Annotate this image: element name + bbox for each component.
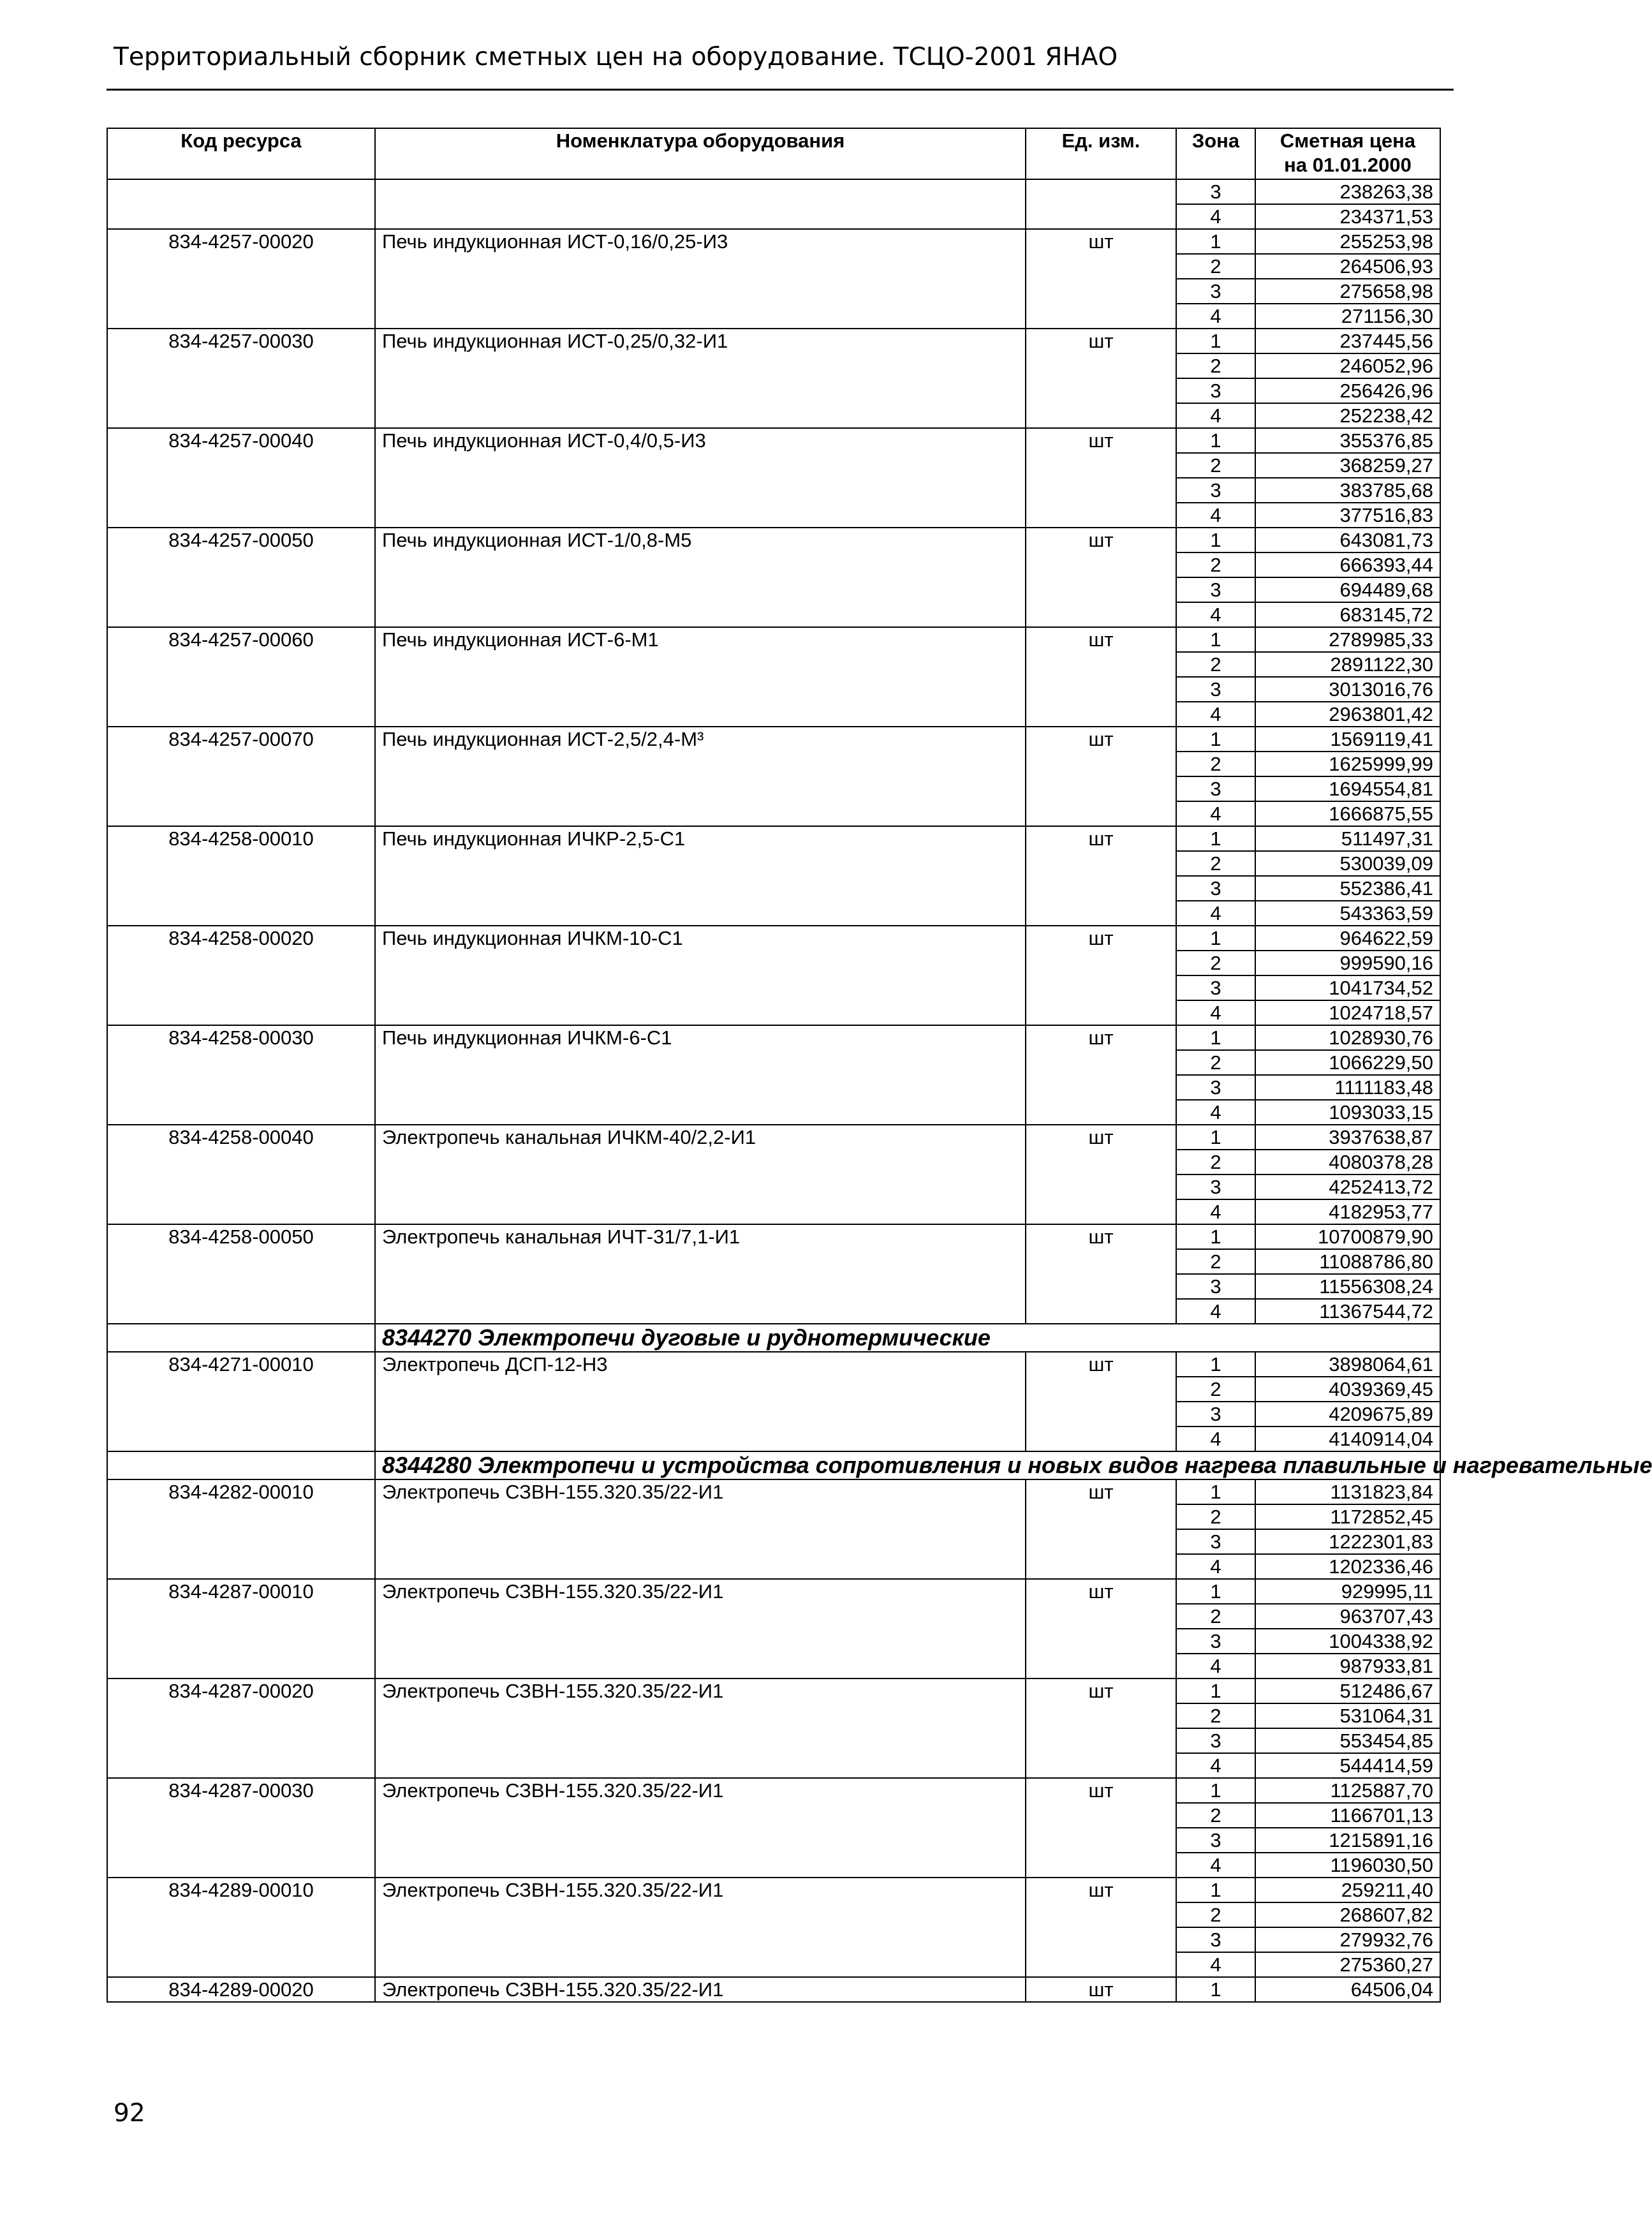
zone-cell: 3 xyxy=(1176,1175,1255,1199)
price-cell: 252238,42 xyxy=(1255,403,1440,428)
price-cell: 11367544,72 xyxy=(1255,1299,1440,1324)
col-header-zone: Зона xyxy=(1176,128,1255,179)
price-cell: 1625999,99 xyxy=(1255,752,1440,776)
price-cell: 531064,31 xyxy=(1255,1703,1440,1728)
unit-of-measure: шт xyxy=(1026,826,1176,926)
zone-cell: 1 xyxy=(1176,727,1255,752)
equipment-name: Электропечь СЗВН-155.320.35/22-И1 xyxy=(375,1878,1026,1977)
resource-code xyxy=(107,179,375,229)
zone-cell: 4 xyxy=(1176,702,1255,727)
zone-cell: 3 xyxy=(1176,1927,1255,1952)
price-cell: 268607,82 xyxy=(1255,1902,1440,1927)
table-row xyxy=(107,627,1440,652)
zone-cell: 2 xyxy=(1176,353,1255,378)
price-cell: 1569119,41 xyxy=(1255,727,1440,752)
resource-code: 834-4257-00060 xyxy=(107,627,375,727)
section-heading: 8344280 Электропечи и устройства сопротивления и новых видов нагрева плавильные и нагревательные xyxy=(375,1451,1440,1479)
col-header-name: Номенклатура оборудования xyxy=(375,128,1026,179)
zone-cell: 1 xyxy=(1176,1125,1255,1150)
table-row xyxy=(107,1579,1440,1604)
table-row xyxy=(107,926,1440,951)
price-cell: 543363,59 xyxy=(1255,901,1440,926)
price-cell: 963707,43 xyxy=(1255,1604,1440,1629)
price-cell: 929995,11 xyxy=(1255,1579,1440,1604)
zone-cell: 4 xyxy=(1176,1100,1255,1125)
zone-cell: 1 xyxy=(1176,1579,1255,1604)
unit-of-measure: шт xyxy=(1026,1224,1176,1324)
zone-cell: 4 xyxy=(1176,204,1255,229)
equipment-name: Печь индукционная ИСТ-0,4/0,5-И3 xyxy=(375,428,1026,528)
price-cell: 377516,83 xyxy=(1255,503,1440,528)
price-cell: 271156,30 xyxy=(1255,304,1440,329)
price-cell: 643081,73 xyxy=(1255,528,1440,552)
price-cell: 1215891,16 xyxy=(1255,1828,1440,1853)
zone-cell: 3 xyxy=(1176,1529,1255,1554)
resource-code: 834-4257-00020 xyxy=(107,229,375,329)
equipment-name: Печь индукционная ИЧКР-2,5-С1 xyxy=(375,826,1026,926)
table-row xyxy=(107,1778,1440,1803)
resource-code: 834-4287-00020 xyxy=(107,1678,375,1778)
price-cell: 368259,27 xyxy=(1255,453,1440,478)
price-cell: 275360,27 xyxy=(1255,1952,1440,1977)
unit-of-measure: шт xyxy=(1026,727,1176,826)
unit-of-measure: шт xyxy=(1026,229,1176,329)
zone-cell: 2 xyxy=(1176,1050,1255,1075)
zone-cell: 3 xyxy=(1176,279,1255,304)
zone-cell: 3 xyxy=(1176,975,1255,1000)
resource-code: 834-4271-00010 xyxy=(107,1352,375,1451)
resource-code: 834-4289-00010 xyxy=(107,1878,375,1977)
table-row xyxy=(107,428,1440,453)
price-cell: 544414,59 xyxy=(1255,1753,1440,1778)
equipment-name: Электропечь СЗВН-155.320.35/22-И1 xyxy=(375,1479,1026,1579)
unit-of-measure: шт xyxy=(1026,1579,1176,1678)
zone-cell: 3 xyxy=(1176,577,1255,602)
zone-cell: 4 xyxy=(1176,1853,1255,1878)
resource-code: 834-4257-00030 xyxy=(107,329,375,428)
unit-of-measure: шт xyxy=(1026,1977,1176,2002)
zone-cell: 1 xyxy=(1176,1878,1255,1902)
price-cell: 1028930,76 xyxy=(1255,1025,1440,1050)
price-cell: 999590,16 xyxy=(1255,951,1440,975)
zone-cell: 1 xyxy=(1176,1778,1255,1803)
zone-cell: 2 xyxy=(1176,1703,1255,1728)
unit-of-measure: шт xyxy=(1026,1878,1176,1977)
price-cell: 256426,96 xyxy=(1255,378,1440,403)
price-cell: 511497,31 xyxy=(1255,826,1440,851)
section-code-cell xyxy=(107,1324,375,1352)
equipment-name: Печь индукционная ИЧКМ-6-С1 xyxy=(375,1025,1026,1125)
price-cell: 237445,56 xyxy=(1255,329,1440,353)
unit-of-measure: шт xyxy=(1026,1352,1176,1451)
price-cell: 355376,85 xyxy=(1255,428,1440,453)
zone-cell: 4 xyxy=(1176,1753,1255,1778)
price-cell: 255253,98 xyxy=(1255,229,1440,254)
col-header-unit: Ед. изм. xyxy=(1026,128,1176,179)
equipment-name: Печь индукционная ИСТ-0,16/0,25-И3 xyxy=(375,229,1026,329)
zone-cell: 1 xyxy=(1176,1025,1255,1050)
price-cell: 1093033,15 xyxy=(1255,1100,1440,1125)
resource-code: 834-4258-00020 xyxy=(107,926,375,1025)
price-cell: 1131823,84 xyxy=(1255,1479,1440,1504)
price-cell: 1166701,13 xyxy=(1255,1803,1440,1828)
resource-code: 834-4257-00040 xyxy=(107,428,375,528)
table-row xyxy=(107,1678,1440,1703)
equipment-name: Электропечь СЗВН-155.320.35/22-И1 xyxy=(375,1778,1026,1878)
equipment-name: Печь индукционная ИСТ-0,25/0,32-И1 xyxy=(375,329,1026,428)
table-row xyxy=(107,727,1440,752)
equipment-name: Электропечь канальная ИЧТ-31/7,1-И1 xyxy=(375,1224,1026,1324)
zone-cell: 4 xyxy=(1176,1654,1255,1678)
table-row xyxy=(107,179,1440,204)
equipment-name: Электропечь канальная ИЧКМ-40/2,2-И1 xyxy=(375,1125,1026,1224)
price-cell: 1202336,46 xyxy=(1255,1554,1440,1579)
zone-cell: 3 xyxy=(1176,179,1255,204)
document-title: Территориальный сборник сметных цен на оборудование. ТСЦО-2001 ЯНАО xyxy=(114,43,1118,71)
table-header-row xyxy=(107,128,1440,179)
zone-cell: 3 xyxy=(1176,776,1255,801)
price-cell: 1004338,92 xyxy=(1255,1629,1440,1654)
price-cell: 1196030,50 xyxy=(1255,1853,1440,1878)
page-number: 92 xyxy=(114,2099,145,2128)
unit-of-measure: шт xyxy=(1026,329,1176,428)
price-cell: 1222301,83 xyxy=(1255,1529,1440,1554)
zone-cell: 1 xyxy=(1176,627,1255,652)
unit-of-measure: шт xyxy=(1026,926,1176,1025)
price-cell: 1111183,48 xyxy=(1255,1075,1440,1100)
price-cell: 64506,04 xyxy=(1255,1977,1440,2002)
zone-cell: 4 xyxy=(1176,1554,1255,1579)
zone-cell: 2 xyxy=(1176,1249,1255,1274)
zone-cell: 1 xyxy=(1176,926,1255,951)
unit-of-measure xyxy=(1026,179,1176,229)
table-body xyxy=(107,179,1652,2002)
zone-cell: 2 xyxy=(1176,1604,1255,1629)
zone-cell: 2 xyxy=(1176,1150,1255,1175)
unit-of-measure: шт xyxy=(1026,1025,1176,1125)
unit-of-measure: шт xyxy=(1026,1778,1176,1878)
price-cell: 3013016,76 xyxy=(1255,677,1440,702)
resource-code: 834-4258-00050 xyxy=(107,1224,375,1324)
zone-cell: 1 xyxy=(1176,826,1255,851)
price-cell: 10700879,90 xyxy=(1255,1224,1440,1249)
zone-cell: 1 xyxy=(1176,428,1255,453)
section-code-cell xyxy=(107,1451,375,1479)
table-row xyxy=(107,1878,1440,1902)
equipment-name: Электропечь СЗВН-155.320.35/22-И1 xyxy=(375,1579,1026,1678)
price-cell: 4039369,45 xyxy=(1255,1377,1440,1402)
zone-cell: 1 xyxy=(1176,329,1255,353)
col-header-price-line1: Сметная цена xyxy=(1280,130,1416,152)
zone-cell: 2 xyxy=(1176,1803,1255,1828)
equipment-name: Печь индукционная ИСТ-2,5/2,4-М³ xyxy=(375,727,1026,826)
price-table xyxy=(107,128,1652,2003)
price-cell: 11556308,24 xyxy=(1255,1274,1440,1299)
table-row xyxy=(107,1977,1440,2002)
zone-cell: 2 xyxy=(1176,1377,1255,1402)
zone-cell: 3 xyxy=(1176,1274,1255,1299)
zone-cell: 4 xyxy=(1176,801,1255,826)
zone-cell: 2 xyxy=(1176,851,1255,876)
price-cell: 238263,38 xyxy=(1255,179,1440,204)
equipment-name: Печь индукционная ИЧКМ-10-С1 xyxy=(375,926,1026,1025)
table-row xyxy=(107,826,1440,851)
table-row xyxy=(107,1352,1440,1377)
price-cell: 264506,93 xyxy=(1255,254,1440,279)
zone-cell: 4 xyxy=(1176,503,1255,528)
price-cell: 3937638,87 xyxy=(1255,1125,1440,1150)
price-cell: 1024718,57 xyxy=(1255,1000,1440,1025)
price-cell: 683145,72 xyxy=(1255,602,1440,627)
resource-code: 834-4287-00010 xyxy=(107,1579,375,1678)
zone-cell: 4 xyxy=(1176,901,1255,926)
col-header-price xyxy=(1255,128,1440,179)
resource-code: 834-4258-00030 xyxy=(107,1025,375,1125)
zone-cell: 4 xyxy=(1176,1000,1255,1025)
price-cell: 987933,81 xyxy=(1255,1654,1440,1678)
resource-code: 834-4257-00070 xyxy=(107,727,375,826)
price-cell: 2789985,33 xyxy=(1255,627,1440,652)
equipment-name: Электропечь СЗВН-155.320.35/22-И1 xyxy=(375,1977,1026,2002)
zone-cell: 4 xyxy=(1176,1952,1255,1977)
unit-of-measure: шт xyxy=(1026,1479,1176,1579)
price-cell: 4209675,89 xyxy=(1255,1402,1440,1427)
price-cell: 275658,98 xyxy=(1255,279,1440,304)
zone-cell: 2 xyxy=(1176,453,1255,478)
col-header-price-line2: на 01.01.2000 xyxy=(1284,154,1412,176)
zone-cell: 2 xyxy=(1176,752,1255,776)
resource-code: 834-4257-00050 xyxy=(107,528,375,627)
zone-cell: 2 xyxy=(1176,652,1255,677)
section-heading: 8344270 Электропечи дуговые и руднотермические xyxy=(375,1324,1440,1352)
zone-cell: 1 xyxy=(1176,1977,1255,2002)
price-cell: 964622,59 xyxy=(1255,926,1440,951)
zone-cell: 3 xyxy=(1176,876,1255,901)
unit-of-measure: шт xyxy=(1026,428,1176,528)
price-cell: 11088786,80 xyxy=(1255,1249,1440,1274)
zone-cell: 3 xyxy=(1176,677,1255,702)
zone-cell: 1 xyxy=(1176,229,1255,254)
unit-of-measure: шт xyxy=(1026,528,1176,627)
equipment-name xyxy=(375,179,1026,229)
zone-cell: 4 xyxy=(1176,1199,1255,1224)
price-cell: 279932,76 xyxy=(1255,1927,1440,1952)
zone-cell: 2 xyxy=(1176,552,1255,577)
zone-cell: 4 xyxy=(1176,1299,1255,1324)
equipment-name: Печь индукционная ИСТ-1/0,8-М5 xyxy=(375,528,1026,627)
zone-cell: 3 xyxy=(1176,1828,1255,1853)
price-cell: 553454,85 xyxy=(1255,1728,1440,1753)
zone-cell: 2 xyxy=(1176,254,1255,279)
price-cell: 694489,68 xyxy=(1255,577,1440,602)
price-cell: 1041734,52 xyxy=(1255,975,1440,1000)
price-cell: 530039,09 xyxy=(1255,851,1440,876)
zone-cell: 2 xyxy=(1176,1902,1255,1927)
table-row xyxy=(107,229,1440,254)
zone-cell: 3 xyxy=(1176,1728,1255,1753)
table-row xyxy=(107,1025,1440,1050)
zone-cell: 3 xyxy=(1176,378,1255,403)
resource-code: 834-4282-00010 xyxy=(107,1479,375,1579)
resource-code: 834-4258-00040 xyxy=(107,1125,375,1224)
resource-code: 834-4258-00010 xyxy=(107,826,375,926)
zone-cell: 2 xyxy=(1176,951,1255,975)
price-cell: 1066229,50 xyxy=(1255,1050,1440,1075)
price-cell: 234371,53 xyxy=(1255,204,1440,229)
resource-code: 834-4289-00020 xyxy=(107,1977,375,2002)
table-row xyxy=(107,329,1440,353)
price-cell: 1172852,45 xyxy=(1255,1504,1440,1529)
section-row xyxy=(107,1451,1440,1479)
table-row xyxy=(107,1479,1440,1504)
section-row xyxy=(107,1324,1440,1352)
price-cell: 1694554,81 xyxy=(1255,776,1440,801)
price-cell: 3898064,61 xyxy=(1255,1352,1440,1377)
unit-of-measure: шт xyxy=(1026,627,1176,727)
equipment-name: Печь индукционная ИСТ-6-М1 xyxy=(375,627,1026,727)
table-row xyxy=(107,1125,1440,1150)
price-cell: 4080378,28 xyxy=(1255,1150,1440,1175)
price-cell: 259211,40 xyxy=(1255,1878,1440,1902)
price-cell: 1666875,55 xyxy=(1255,801,1440,826)
unit-of-measure: шт xyxy=(1026,1678,1176,1778)
price-cell: 666393,44 xyxy=(1255,552,1440,577)
table-row xyxy=(107,528,1440,552)
zone-cell: 1 xyxy=(1176,528,1255,552)
equipment-name: Электропечь ДСП-12-Н3 xyxy=(375,1352,1026,1451)
title-rule xyxy=(107,89,1454,91)
price-cell: 246052,96 xyxy=(1255,353,1440,378)
resource-code: 834-4287-00030 xyxy=(107,1778,375,1878)
unit-of-measure: шт xyxy=(1026,1125,1176,1224)
price-cell: 4252413,72 xyxy=(1255,1175,1440,1199)
zone-cell: 4 xyxy=(1176,1427,1255,1451)
zone-cell: 1 xyxy=(1176,1352,1255,1377)
price-cell: 2963801,42 xyxy=(1255,702,1440,727)
zone-cell: 3 xyxy=(1176,1402,1255,1427)
zone-cell: 3 xyxy=(1176,478,1255,503)
price-cell: 512486,67 xyxy=(1255,1678,1440,1703)
zone-cell: 3 xyxy=(1176,1629,1255,1654)
zone-cell: 1 xyxy=(1176,1479,1255,1504)
table-row xyxy=(107,1224,1440,1249)
zone-cell: 4 xyxy=(1176,602,1255,627)
equipment-name: Электропечь СЗВН-155.320.35/22-И1 xyxy=(375,1678,1026,1778)
zone-cell: 3 xyxy=(1176,1075,1255,1100)
col-header-code: Код ресурса xyxy=(107,128,375,179)
zone-cell: 2 xyxy=(1176,1504,1255,1529)
price-cell: 4182953,77 xyxy=(1255,1199,1440,1224)
zone-cell: 4 xyxy=(1176,304,1255,329)
zone-cell: 1 xyxy=(1176,1224,1255,1249)
price-cell: 552386,41 xyxy=(1255,876,1440,901)
price-cell: 1125887,70 xyxy=(1255,1778,1440,1803)
price-cell: 383785,68 xyxy=(1255,478,1440,503)
zone-cell: 1 xyxy=(1176,1678,1255,1703)
zone-cell: 4 xyxy=(1176,403,1255,428)
price-cell: 4140914,04 xyxy=(1255,1427,1440,1451)
price-cell: 2891122,30 xyxy=(1255,652,1440,677)
